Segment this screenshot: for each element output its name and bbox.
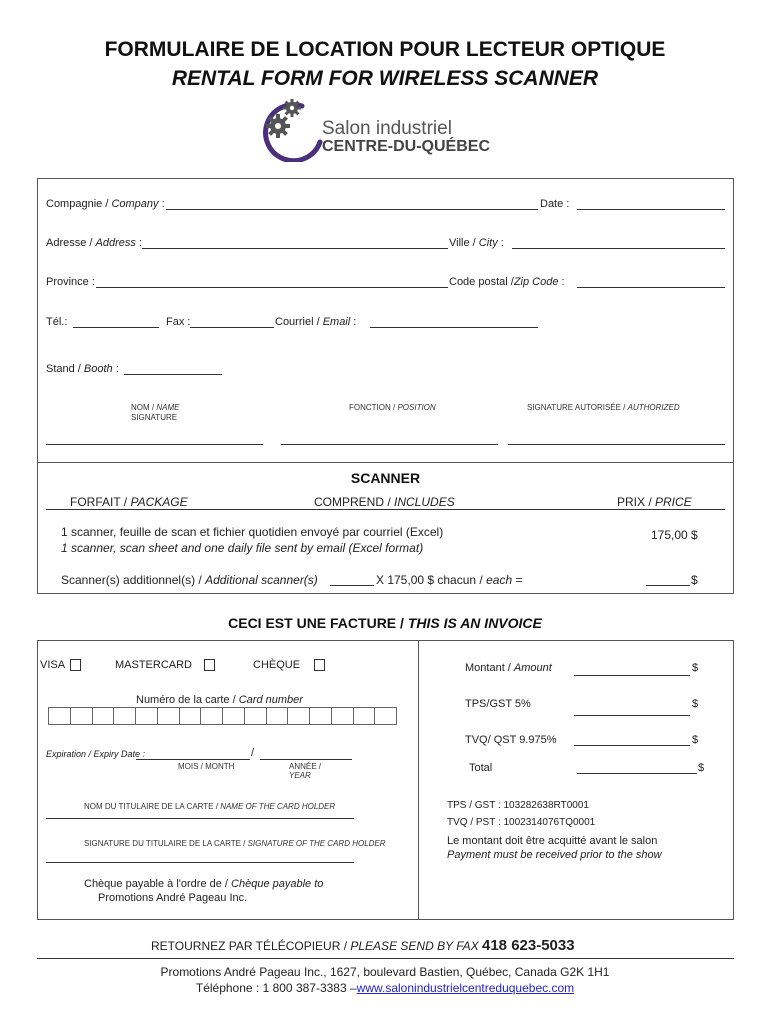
logo-line1: Salon industriel [322,118,452,139]
form-title-en: RENTAL FORM FOR WIRELESS SCANNER [171,67,599,90]
mastercard-checkbox[interactable] [204,659,215,671]
card-number-label: Numéro de la carte / Card number [136,694,303,706]
year-label-en: YEAR [289,771,311,780]
logo [262,98,490,160]
card-holder-signature-label: SIGNATURE DU TITULAIRE DE LA CARTE / SIGNATURE OF THE CARD HOLDER [84,839,386,848]
amount-label: Montant / Amount [465,662,552,674]
email-field[interactable] [370,327,538,328]
card-number-cell[interactable] [266,707,289,725]
gst-dollar: $ [692,698,699,710]
card-number-cell[interactable] [157,707,180,725]
card-number-cell[interactable] [48,707,71,725]
date-field[interactable] [577,209,725,210]
card-number-cell[interactable] [113,707,136,725]
mastercard-label: MASTERCARD [115,659,193,671]
company-field[interactable] [166,209,538,210]
amount-dollar: $ [692,662,699,674]
total-field[interactable] [577,773,697,774]
amount-field[interactable] [574,675,690,676]
year-label-fr: ANNÉE / [289,762,322,771]
additional-dollar: $ [691,573,698,587]
card-number-cell[interactable] [70,707,93,725]
tel-label: Tél.: [46,316,68,328]
expiration-year-field[interactable] [260,759,352,760]
tel-field[interactable] [73,327,159,328]
province-field[interactable] [96,287,448,288]
card-number-field[interactable] [48,707,396,725]
address-label: Adresse / Address : [46,237,143,249]
payment-divider [418,640,419,920]
fax-label: Fax : [166,316,191,328]
logo-line2: CENTRE-DU-QUÉBEC [322,138,490,155]
company-label: Compagnie / Company : [46,198,165,210]
visa-label: VISA [40,659,66,671]
card-number-cell[interactable] [200,707,223,725]
total-dollar: $ [698,762,705,774]
payment-note-en: Payment must be received prior to the show [447,849,662,861]
card-number-cell[interactable] [135,707,158,725]
card-number-cell[interactable] [179,707,202,725]
city-field[interactable] [512,248,725,249]
footer-contact [0,981,770,995]
gst-number: TPS / GST : 103282638RT0001 [447,800,589,811]
cheque-label: CHÈQUE [253,659,301,671]
card-number-cell[interactable] [331,707,354,725]
return-instruction: RETOURNEZ PAR TÉLÉCOPIEUR / PLEASE SEND BY FAX 418 623-5033 [151,937,575,954]
address-field[interactable] [142,248,448,249]
card-number-cell[interactable] [353,707,376,725]
qst-dollar: $ [692,734,699,746]
visa-checkbox[interactable] [70,659,81,671]
cheque-checkbox[interactable] [314,659,325,671]
postal-code-field[interactable] [577,287,725,288]
additional-scanners-label: Scanner(s) additionnel(s) / Additional scanner(s) [61,573,318,587]
qst-number: TVQ / PST : 1002314076TQ0001 [447,817,596,828]
qst-field[interactable] [574,745,690,746]
invoice-heading: CECI EST UNE FACTURE / THIS IS AN INVOICE [228,615,542,631]
position-label: FONCTION / POSITION [349,403,436,412]
additional-scanners-qty-field[interactable] [330,585,374,586]
col-includes: COMPREND / INCLUDES [314,495,455,509]
package-description-fr: 1 scanner, feuille de scan et fichier quotidien envoyé par courriel (Excel) [61,525,444,539]
card-number-cell[interactable] [92,707,115,725]
form-title-fr: FORMULAIRE DE LOCATION POUR LECTEUR OPTIQUE [104,38,666,61]
col-package: FORFAIT / PACKAGE [70,495,188,509]
gst-field[interactable] [574,715,690,716]
footer-phone: Téléphone : 1 800 387-3383 – [195,981,357,995]
expiration-month-field[interactable] [136,759,250,760]
scanner-heading: SCANNER [350,470,421,486]
booth-field[interactable] [124,374,222,375]
gst-label: TPS/GST 5% [465,698,531,710]
booth-label: Stand / Booth : [46,363,119,375]
scanner-columns [46,495,725,510]
footer-address: Promotions André Pageau Inc., 1627, boulevard Bastien, Québec, Canada G2K 1H1 [160,965,610,979]
cheque-payee: Promotions André Pageau Inc. [98,892,248,904]
col-price: PRIX / PRICE [617,495,692,509]
signature-word: SIGNATURE [131,413,178,422]
card-number-cell[interactable] [244,707,267,725]
month-label: MOIS / MONTH [178,762,235,771]
package-description-en: 1 scanner, scan sheet and one daily file sent by email (Excel format) [61,541,424,555]
additional-scanners-calc: X 175,00 $ chacun / each = [376,573,523,587]
card-number-cell[interactable] [374,707,397,725]
qst-label: TVQ/ QST 9.975% [465,734,557,746]
city-label: Ville / City : [449,237,504,249]
card-number-cell[interactable] [309,707,332,725]
card-number-cell[interactable] [222,707,245,725]
position-field[interactable] [281,444,498,445]
cheque-payable-label: Chèque payable à l'ordre de / Chèque payable to [84,878,324,890]
card-number-cell[interactable] [287,707,310,725]
expiration-slash: / [251,747,255,759]
authorized-signature-field[interactable] [508,444,725,445]
authorized-signature-label: SIGNATURE AUTORISÉE / AUTHORIZED [527,403,680,412]
expiration-label: Expiration / Expiry Date : [46,749,146,759]
package-price: 175,00 $ [651,528,698,542]
fax-number: 418 623-5033 [482,937,575,954]
footer-divider [37,958,734,959]
card-holder-name-label: NOM DU TITULAIRE DE LA CARTE / NAME OF THE CARD HOLDER [84,802,336,811]
additional-scanners-total-field[interactable] [646,585,690,586]
postal-code-label: Code postal /Zip Code : [449,276,565,288]
name-signature-field[interactable] [46,444,263,445]
email-label: Courriel / Email : [275,316,357,328]
card-holder-signature-field[interactable] [46,862,354,863]
province-label: Province : [46,276,95,288]
card-holder-name-field[interactable] [46,818,354,819]
total-label: Total [469,762,493,774]
date-label: Date : [540,198,570,210]
website-link[interactable]: www.salonindustrielcentreduquebec.com [356,981,575,995]
fax-field[interactable] [190,327,274,328]
name-label: NOM / NAME [131,403,180,412]
payment-note-fr: Le montant doit être acquitté avant le salon [447,835,658,847]
